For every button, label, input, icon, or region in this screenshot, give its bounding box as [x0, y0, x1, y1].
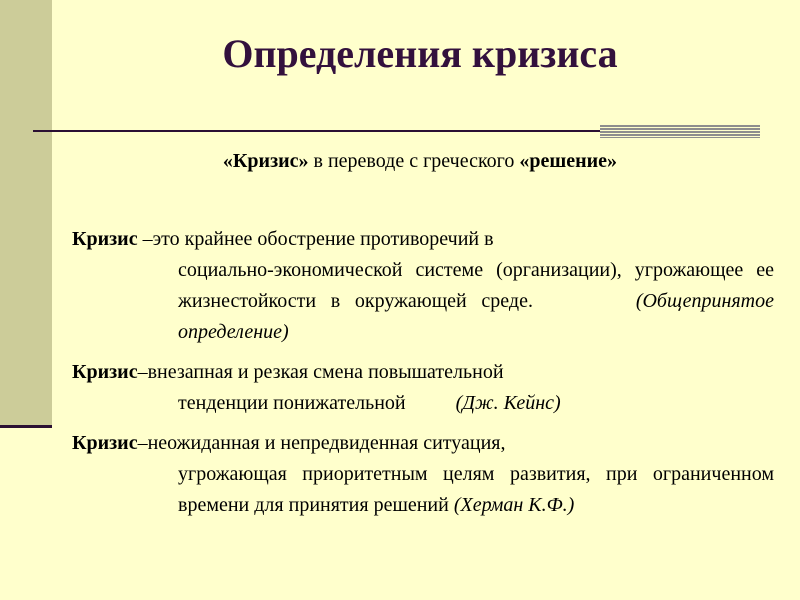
definition-separator: –: [137, 361, 148, 383]
definition-term: Кризис: [72, 432, 138, 454]
definition-term: Кризис: [72, 361, 138, 383]
definition-continuation: [178, 388, 774, 419]
definition-continuation: [178, 255, 774, 348]
definition-first-line: внезапная и резкая смена повышательной: [147, 361, 504, 383]
definition-text: угрожающая приоритетным целям развития, при ограниченном времени для принятия решений: [178, 463, 774, 516]
definition-general: [72, 224, 774, 348]
definition-separator: –: [137, 432, 148, 454]
definition-herman: [72, 428, 774, 521]
definition-head: [72, 224, 774, 255]
title-divider-block: [600, 125, 760, 138]
slide-title: Определения кризиса: [222, 31, 618, 76]
definition-term: Кризис: [72, 228, 138, 250]
definition-keynes: [72, 357, 774, 419]
definition-separator: –: [137, 228, 153, 250]
definition-head: [72, 428, 774, 459]
subtitle-meaning: «решение»: [519, 150, 618, 172]
subtitle: [0, 150, 800, 173]
left-bar-underline: [0, 425, 52, 428]
definition-head: [72, 357, 774, 388]
definition-source: (Общепринятое определение): [178, 290, 774, 343]
definition-text: тенденции понижательной: [178, 392, 406, 414]
definition-first-line: это крайнее обострение противоречий в: [152, 228, 494, 250]
definition-continuation: [178, 459, 774, 521]
subtitle-term: «Кризис»: [222, 150, 309, 172]
definition-first-line: неожиданная и непредвиденная ситуация,: [147, 432, 506, 454]
definition-text: социально-экономической системе (организации), угрожающее ее жизнестойкости в окружающей среде.: [178, 259, 774, 312]
definition-source: (Херман К.Ф.): [453, 494, 575, 516]
definition-source: (Дж. Кейнс): [455, 392, 561, 414]
subtitle-text: в переводе с греческого: [308, 150, 520, 172]
